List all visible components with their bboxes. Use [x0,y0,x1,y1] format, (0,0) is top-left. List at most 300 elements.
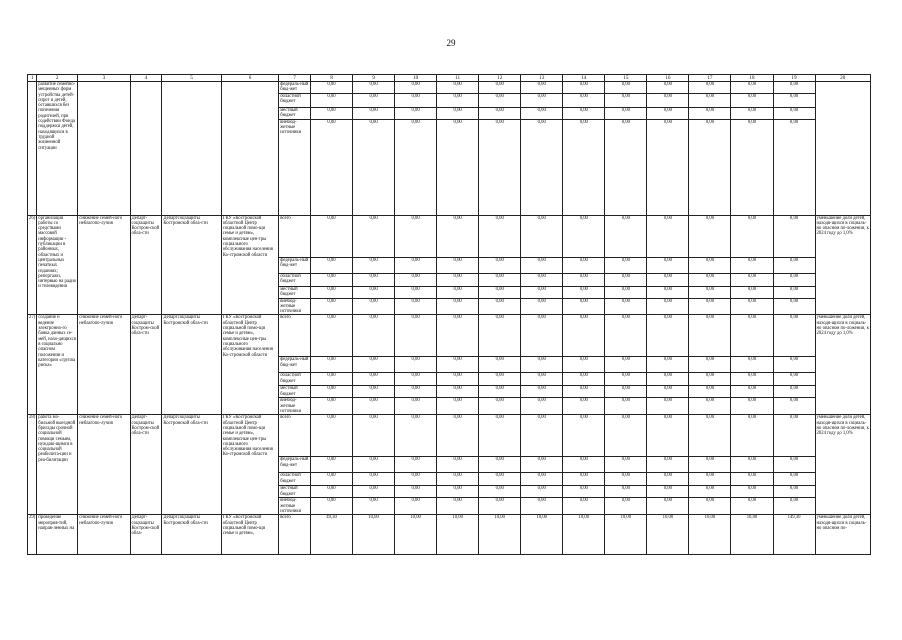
amount-cell: 0,00 [563,286,605,298]
amount-cell: 0,00 [310,215,352,257]
amount-cell: 0,00 [773,273,815,286]
amount-cell: 0,00 [731,386,773,398]
goal-cell [78,82,130,216]
amount-cell: 0,00 [479,357,521,373]
amount-cell: 0,00 [689,119,731,215]
row-number-cell [28,82,37,216]
measure-name-cell: проведение мероприя-тий, направ-ленных на [37,515,78,555]
amount-cell: 0,00 [563,273,605,286]
amount-cell: 0,00 [647,119,689,215]
region-cell [130,82,162,216]
amount-cell: 0,00 [563,357,605,373]
amount-cell: 0,00 [521,386,563,398]
amount-cell: 0,00 [310,486,352,498]
amount-cell: 0,00 [689,257,731,273]
column-number-13: 13 [521,75,563,82]
amount-cell: 0,00 [563,398,605,415]
amount-cell: 0,00 [773,286,815,298]
amount-cell: 0,00 [689,298,731,315]
amount-cell: 0,00 [731,486,773,498]
amount-cell: 0,00 [605,107,647,119]
amount-cell: 0,00 [773,298,815,315]
amount-cell: 10,00 [731,515,773,555]
amount-cell: 0,00 [521,315,563,357]
funding-source-cell: внебюд-жетные источники [279,398,311,415]
table-row [28,515,871,555]
amount-cell: 0,00 [647,82,689,94]
amount-cell: 0,00 [605,473,647,486]
coexecutor-cell: Департсоцзащиты Костромской обла-сти [162,515,221,555]
amount-cell: 0,00 [605,415,647,457]
amount-cell: 0,00 [689,386,731,398]
amount-cell: 10,00 [563,515,605,555]
amount-cell: 0,00 [689,457,731,473]
amount-cell: 0,00 [647,357,689,373]
amount-cell: 0,00 [605,315,647,357]
amount-cell: 0,00 [773,93,815,107]
amount-cell: 0,00 [437,82,479,94]
column-number-20: 20 [815,75,870,82]
amount-cell: 0,00 [353,298,395,315]
amount-cell: 0,00 [437,386,479,398]
amount-cell: 0,00 [395,398,437,415]
amount-cell: 0,00 [310,82,352,94]
amount-cell: 0,00 [605,498,647,515]
amount-cell: 0,00 [773,473,815,486]
amount-cell: 0,00 [689,215,731,257]
funding-source-cell: областной бюджет [279,473,311,486]
column-number-18: 18 [731,75,773,82]
amount-cell: 10,00 [437,515,479,555]
amount-cell: 0,00 [479,473,521,486]
amount-cell: 0,00 [395,93,437,107]
amount-cell: 0,00 [605,486,647,498]
executor-cell: ГКУ «Костромской областной Центр социальной помо-щи семье и детям», комплексные цен-тры социального обслуживания населения Ко-стромской области [221,415,278,515]
funding-source-cell: областной бюджет [279,273,311,286]
amount-cell: 0,00 [605,215,647,257]
column-number-14: 14 [563,75,605,82]
column-number-row [28,75,871,82]
coexecutor-cell: Департсоцзащиты Костромской обла-сти [162,315,221,415]
amount-cell: 0,00 [310,107,352,119]
amount-cell: 0,00 [479,398,521,415]
amount-cell: 0,00 [689,107,731,119]
amount-cell: 0,00 [479,298,521,315]
amount-cell: 0,00 [479,386,521,398]
amount-cell: 0,00 [395,215,437,257]
amount-cell: 0,00 [563,415,605,457]
amount-cell: 0,00 [773,457,815,473]
funding-source-cell: всего [279,215,311,257]
column-number-10: 10 [395,75,437,82]
measure-name-cell: работа мо-бильной выездной бригады срочной социальной помощи семьям, нуждаю-щимся в социальной реабилита-ции и реа-билитации [37,415,78,515]
amount-cell: 0,00 [521,298,563,315]
amount-cell: 0,00 [479,119,521,215]
column-number-15: 15 [605,75,647,82]
amount-cell: 10,00 [479,515,521,555]
amount-cell: 0,00 [310,298,352,315]
funding-source-cell: областной бюджет [279,373,311,386]
amount-cell: 0,00 [479,82,521,94]
amount-cell: 0,00 [731,93,773,107]
amount-cell: 0,00 [773,357,815,373]
amount-cell: 0,00 [563,107,605,119]
amount-cell: 0,00 [731,415,773,457]
amount-cell: 0,00 [647,373,689,386]
amount-cell: 0,00 [647,315,689,357]
amount-cell: 0,00 [437,107,479,119]
funding-source-cell: внебюд-жетные источники [279,119,311,215]
amount-cell: 0,00 [310,257,352,273]
amount-cell: 0,00 [731,257,773,273]
amount-cell: 0,00 [353,119,395,215]
funding-source-cell: федераль-ный бюд-жет [279,457,311,473]
amount-cell: 0,00 [395,286,437,298]
region-cell: Департ-соцзащиты Костром-ской обла-сти [130,415,162,515]
amount-cell: 0,00 [605,398,647,415]
amount-cell: 0,00 [310,286,352,298]
column-number-5: 5 [162,75,221,82]
amount-cell: 0,00 [437,273,479,286]
amount-cell: 0,00 [647,257,689,273]
funding-source-cell: федераль-ный бюд-жет [279,82,311,94]
amount-cell: 0,00 [310,93,352,107]
amount-cell: 49,30 [310,515,352,555]
column-number-7: 7 [279,75,311,82]
amount-cell: 0,00 [521,373,563,386]
amount-cell: 0,00 [731,273,773,286]
amount-cell: 0,00 [647,498,689,515]
program-measures-table [27,74,871,555]
goal-cell: снижение семей-ного неблагопо-лучия [78,315,130,415]
amount-cell: 0,00 [731,315,773,357]
amount-cell: 0,00 [479,257,521,273]
measure-name-cell: организация работы со средствами массовой информации - публикации в районных, областных и центральных печатных изданиях; репортажи, интервью на радио и телевидении [37,215,78,315]
column-number-3: 3 [78,75,130,82]
amount-cell: 0,00 [479,107,521,119]
page-number: 29 [446,38,456,48]
amount-cell: 0,00 [731,298,773,315]
amount-cell: 0,00 [521,257,563,273]
funding-source-cell: всего [279,415,311,457]
goal-cell: снижение семей-ного неблагопо-лучия [78,415,130,515]
funding-source-cell: местный бюджет [279,486,311,498]
amount-cell: 0,00 [437,486,479,498]
amount-cell: 0,00 [437,457,479,473]
amount-cell: 0,00 [310,357,352,373]
amount-cell: 0,00 [479,486,521,498]
amount-cell: 0,00 [563,373,605,386]
amount-cell: 0,00 [353,386,395,398]
amount-cell: 0,00 [731,398,773,415]
funding-source-cell: местный бюджет [279,386,311,398]
row-number-cell: 29) [28,515,37,555]
amount-cell: 0,00 [647,273,689,286]
amount-cell: 0,00 [563,257,605,273]
amount-cell: 0,00 [437,473,479,486]
amount-cell: 0,00 [731,119,773,215]
amount-cell: 0,00 [563,473,605,486]
amount-cell: 0,00 [521,273,563,286]
amount-cell: 0,00 [731,498,773,515]
table-row [28,82,871,94]
amount-cell: 0,00 [521,93,563,107]
amount-cell: 0,00 [437,257,479,273]
amount-cell: 0,00 [395,315,437,357]
amount-cell: 0,00 [353,357,395,373]
amount-cell: 0,00 [563,498,605,515]
amount-cell: 0,00 [310,473,352,486]
amount-cell: 0,00 [437,286,479,298]
amount-cell: 0,00 [647,457,689,473]
amount-cell: 0,00 [310,386,352,398]
amount-cell: 10,00 [647,515,689,555]
amount-cell: 0,00 [605,286,647,298]
amount-cell: 0,00 [647,398,689,415]
amount-cell: 0,00 [353,457,395,473]
amount-cell: 0,00 [395,357,437,373]
row-number-cell: 28) [28,415,37,515]
amount-cell: 0,00 [563,457,605,473]
amount-cell: 0,00 [437,298,479,315]
column-number-11: 11 [437,75,479,82]
amount-cell: 0,00 [395,119,437,215]
amount-cell: 0,00 [395,373,437,386]
amount-cell: 0,00 [731,107,773,119]
amount-cell: 0,00 [521,486,563,498]
executor-cell: ГКУ «Костромской областной Центр социальной помо-щи семье и детям», комплексные цен-тры социального обслуживания населения Ко-стромской области [221,215,278,315]
funding-source-cell: областной бюджет [279,93,311,107]
amount-cell: 0,00 [479,373,521,386]
amount-cell: 0,00 [689,273,731,286]
amount-cell: 0,00 [731,357,773,373]
amount-cell: 0,00 [521,415,563,457]
amount-cell: 0,00 [605,457,647,473]
amount-cell: 0,00 [563,82,605,94]
table-row [28,315,871,357]
amount-cell: 0,00 [563,315,605,357]
row-number-cell: 27) [28,315,37,415]
amount-cell: 0,00 [310,415,352,457]
amount-cell: 10,00 [689,515,731,555]
amount-cell: 0,00 [689,415,731,457]
coexecutor-cell: Департсоцзащиты Костромской обла-сти [162,415,221,515]
amount-cell: 0,00 [395,386,437,398]
region-cell: Департ-соцзащиты Костром-ской обла- [130,515,162,555]
amount-cell: 10,00 [605,515,647,555]
result-cell: уменьшение доли детей, находя-щихся в социаль-но опасном по-ложении, к 2024 году до 1,0% [815,215,870,315]
amount-cell: 0,00 [563,119,605,215]
amount-cell: 0,00 [773,373,815,386]
amount-cell: 0,00 [310,315,352,357]
amount-cell: 0,00 [647,215,689,257]
column-number-2: 2 [37,75,78,82]
amount-cell: 0,00 [521,215,563,257]
amount-cell: 0,00 [689,315,731,357]
column-number-19: 19 [773,75,815,82]
amount-cell: 0,00 [773,398,815,415]
amount-cell: 0,00 [605,119,647,215]
table-row [28,215,871,257]
amount-cell: 0,00 [647,298,689,315]
amount-cell: 10,00 [395,515,437,555]
coexecutor-cell [162,82,221,216]
column-number-12: 12 [479,75,521,82]
amount-cell: 0,00 [647,286,689,298]
amount-cell: 0,00 [479,315,521,357]
amount-cell: 0,00 [689,286,731,298]
amount-cell: 0,00 [689,473,731,486]
amount-cell: 0,00 [395,473,437,486]
amount-cell: 0,00 [353,473,395,486]
amount-cell: 0,00 [353,486,395,498]
column-number-9: 9 [353,75,395,82]
amount-cell: 0,00 [521,498,563,515]
amount-cell: 0,00 [689,498,731,515]
amount-cell: 0,00 [353,215,395,257]
amount-cell: 0,00 [437,119,479,215]
amount-cell: 0,00 [353,82,395,94]
funding-source-cell: федераль-ный бюд-жет [279,257,311,273]
amount-cell: 0,00 [773,107,815,119]
amount-cell: 0,00 [647,415,689,457]
funding-source-cell: федераль-ный бюд-жет [279,357,311,373]
executor-cell [221,82,278,216]
column-number-1: 1 [28,75,37,82]
amount-cell: 0,00 [689,373,731,386]
amount-cell: 0,00 [310,498,352,515]
amount-cell: 10,00 [521,515,563,555]
column-number-4: 4 [130,75,162,82]
region-cell: Департ-соцзащиты Костром-ской обла-сти [130,315,162,415]
table-row [28,415,871,457]
amount-cell: 0,00 [353,107,395,119]
amount-cell: 0,00 [773,486,815,498]
measure-name-cell: создание и ведение электронно-го банка данных се-мей, нахо-дящихся в социально опасном положении и категории «группа риска» [37,315,78,415]
amount-cell: 0,00 [521,473,563,486]
amount-cell: 0,00 [353,373,395,386]
amount-cell: 0,00 [647,486,689,498]
amount-cell: 10,00 [353,515,395,555]
amount-cell: 0,00 [773,82,815,94]
amount-cell: 0,00 [395,486,437,498]
amount-cell: 0,00 [353,273,395,286]
amount-cell: 0,00 [521,107,563,119]
amount-cell: 0,00 [479,498,521,515]
amount-cell: 0,00 [437,373,479,386]
funding-source-cell: местный бюджет [279,286,311,298]
amount-cell: 0,00 [605,93,647,107]
amount-cell: 0,00 [353,415,395,457]
goal-cell: снижение семей-ного неблагопо-лучия [78,515,130,555]
column-number-8: 8 [310,75,352,82]
funding-source-cell: всего [279,315,311,357]
amount-cell: 0,00 [731,82,773,94]
funding-source-cell: местный бюджет [279,107,311,119]
column-number-16: 16 [647,75,689,82]
amount-cell: 0,00 [310,373,352,386]
amount-cell: 0,00 [773,257,815,273]
amount-cell: 0,00 [731,215,773,257]
amount-cell: 0,00 [479,457,521,473]
coexecutor-cell: Департсоцзащиты Костромской обла-сти [162,215,221,315]
amount-cell: 0,00 [353,315,395,357]
amount-cell: 0,00 [353,286,395,298]
amount-cell: 0,00 [479,93,521,107]
result-cell: уменьшение доли детей, находя-щихся в социаль-но опасном по- [815,515,870,555]
amount-cell: 0,00 [563,386,605,398]
amount-cell: 0,00 [310,398,352,415]
amount-cell: 0,00 [773,215,815,257]
amount-cell: 0,00 [647,473,689,486]
amount-cell: 0,00 [395,82,437,94]
amount-cell: 0,00 [605,386,647,398]
result-cell: уменьшение доли детей, находя-щихся в социаль-но опасном по-ложении, к 2024 году до 1,0% [815,415,870,515]
amount-cell: 0,00 [395,498,437,515]
amount-cell: 0,00 [689,93,731,107]
amount-cell: 0,00 [437,315,479,357]
amount-cell: 0,00 [395,107,437,119]
amount-cell: 0,00 [479,215,521,257]
amount-cell: 149,30 [773,515,815,555]
amount-cell: 0,00 [395,273,437,286]
amount-cell: 0,00 [731,473,773,486]
amount-cell: 0,00 [689,398,731,415]
funding-source-cell: внебюд-жетные источники [279,498,311,515]
amount-cell: 0,00 [605,373,647,386]
amount-cell: 0,00 [521,286,563,298]
amount-cell: 0,00 [605,273,647,286]
column-number-17: 17 [689,75,731,82]
amount-cell: 0,00 [689,82,731,94]
amount-cell: 0,00 [689,486,731,498]
amount-cell: 0,00 [521,457,563,473]
row-number-cell: 26) [28,215,37,315]
result-cell [815,82,870,216]
amount-cell: 0,00 [310,457,352,473]
amount-cell: 0,00 [773,415,815,457]
amount-cell: 0,00 [437,498,479,515]
amount-cell: 0,00 [395,415,437,457]
amount-cell: 0,00 [310,273,352,286]
result-cell: уменьшение доли детей, находя-щихся в социаль-но опасном по-ложении, к 2024 году до 1,0% [815,315,870,415]
amount-cell: 0,00 [521,357,563,373]
amount-cell: 0,00 [395,298,437,315]
amount-cell: 0,00 [647,386,689,398]
funding-source-cell: всего [279,515,311,555]
executor-cell: ГКУ «Костромской областной Центр социальной помо-щи семье и детям», комплексные цен-тры социального обслуживания населения Ко-стромской области [221,315,278,415]
amount-cell: 0,00 [353,498,395,515]
amount-cell: 0,00 [395,257,437,273]
amount-cell: 0,00 [521,398,563,415]
amount-cell: 0,00 [563,298,605,315]
amount-cell: 0,00 [563,93,605,107]
amount-cell: 0,00 [773,119,815,215]
amount-cell: 0,00 [479,286,521,298]
amount-cell: 0,00 [605,298,647,315]
amount-cell: 0,00 [353,93,395,107]
amount-cell: 0,00 [521,82,563,94]
amount-cell: 0,00 [563,486,605,498]
amount-cell: 0,00 [773,498,815,515]
region-cell: Департ-соцзащиты Костром-ской обла-сти [130,215,162,315]
amount-cell: 0,00 [310,119,352,215]
amount-cell: 0,00 [773,315,815,357]
amount-cell: 0,00 [647,107,689,119]
amount-cell: 0,00 [437,215,479,257]
amount-cell: 0,00 [521,119,563,215]
amount-cell: 0,00 [647,93,689,107]
